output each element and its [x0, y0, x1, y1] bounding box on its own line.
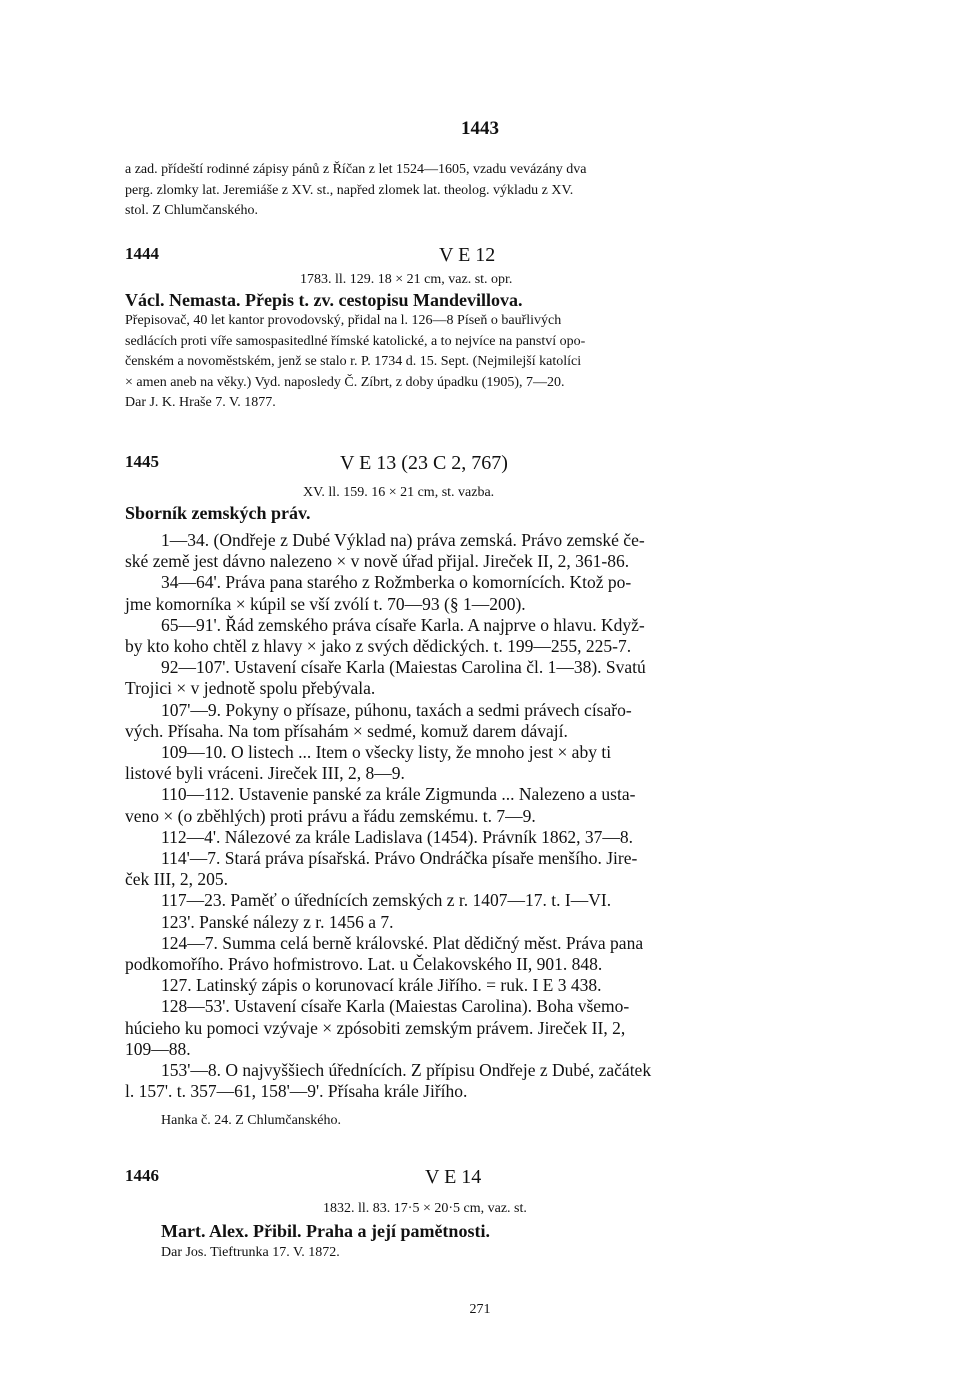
- text-line: 124—7. Summa celá berně královské. Plat dědičný měst. Práva pana: [161, 932, 644, 953]
- text-line: × amen aneb na věky.) Vyd. naposledy Č. Zíbrt, z doby úpadku (1905), 7—20.: [125, 374, 565, 390]
- text-line: 153'—8. O najvyššiech úřednících. Z přípisu Ondřeje z Dubé, začátek: [161, 1060, 652, 1081]
- text-line: ské země jest dávno nalezeno × v nově úřad přijal. Jireček II, 2, 361-86.: [125, 551, 630, 572]
- text-line: a zad. přídeští rodinné zápisy pánů z Říčan z let 1524—1605, vzadu vevázány dva: [125, 162, 587, 177]
- text-line: 65—91'. Řád zemského práva císaře Karla. A najprve o hlavu. Když-: [161, 614, 645, 635]
- entry-1444: [125, 244, 837, 414]
- text-line: 117—23. Paměť o úřednících zemských z r. 1407—17. t. I—VI.: [161, 890, 612, 911]
- text-line: 110—112. Ustavenie panské za krále Zigmunda ... Nalezeno a usta-: [161, 784, 636, 805]
- entry-number: 1445: [125, 452, 159, 471]
- text-line: stol. Z Chlumčanského.: [125, 203, 258, 218]
- entry-1446: [125, 1166, 837, 1262]
- entry-title: Václ. Nemasta. Přepis t. zv. cestopisu Mandevillova.: [125, 290, 523, 310]
- text-line: ček III, 2, 205.: [125, 869, 229, 890]
- entry-notes: [125, 311, 837, 414]
- text-line: l. 157'. t. 357—61, 158'—9'. Přísaha krále Jiřího.: [125, 1081, 468, 1102]
- entry-heading: [125, 244, 837, 268]
- entry-title: Mart. Alex. Přibil. Praha a její pamětnosti.: [161, 1221, 490, 1241]
- physical-description: 1832. ll. 83. 17·5 × 20·5 cm, vaz. st.: [323, 1201, 527, 1216]
- text-line: 112—4'. Nálezové za krále Ladislava (1454). Právník 1862, 37—8.: [161, 826, 633, 847]
- text-line: 127. Latinský zápis o korunovací krále Jiřího. = ruk. I E 3 438.: [161, 975, 602, 996]
- entry-number: 1444: [125, 244, 159, 263]
- text-line: vých. Přísaha. Na tom přísahám × sedmé, komuž darem dávají.: [125, 720, 568, 741]
- text-line: Trojici × v jednotě spolu přebývala.: [125, 678, 376, 699]
- provenance-note: Hanka č. 24. Z Chlumčanského.: [161, 1113, 342, 1129]
- shelf-signature: V E 14: [425, 1166, 482, 1188]
- page-header: 1443: [461, 118, 499, 139]
- entry-number: 1446: [125, 1166, 159, 1185]
- text-line: Přepisovač, 40 let kantor provodovský, přidal na l. 126—8 Píseň o bauřlivých: [125, 313, 562, 328]
- shelf-signature: V E 12: [439, 244, 496, 266]
- entry-heading: [125, 452, 837, 476]
- text-line: Dar J. K. Hraše 7. V. 1877.: [125, 395, 276, 410]
- text-line: perg. zlomky lat. Jeremiáše z XV. st., napřed zlomek lat. theolog. výkladu z XV.: [125, 182, 574, 198]
- entry-heading: [125, 1166, 837, 1190]
- physical-description: XV. ll. 159. 16 × 21 cm, st. vazba.: [303, 485, 495, 500]
- text-line: 128—53'. Ustavení císaře Karla (Maiestas Carolina). Boha všemo-: [161, 996, 630, 1017]
- text-line: húcieho ku pomoci vzývaje × zpósobiti zemským právem. Jireček II, 2,: [125, 1017, 626, 1038]
- entry-contents: [125, 530, 837, 1102]
- text-line: sedlácích proti víře samospasitedlné římské katolické, a to nejvíce na panství opo-: [125, 333, 586, 349]
- text-line: listové byli vráceni. Jireček III, 2, 8—9.: [125, 763, 405, 784]
- text-line: 109—88.: [125, 1038, 191, 1059]
- text-line: 114'—7. Stará práva písařská. Právo Ondráčka písaře menšího. Jire-: [161, 848, 638, 869]
- text-line: 34—64'. Práva pana starého z Rožmberka o komornících. Ktož po-: [161, 572, 632, 593]
- text-line: čenském a novoměstském, jenž se stalo r. P. 1734 d. 15. Sept. (Nejmilejší katolíci: [125, 354, 582, 369]
- physical-description: 1783. ll. 129. 18 × 21 cm, vaz. st. opr.: [300, 272, 513, 287]
- shelf-signature: V E 13 (23 C 2, 767): [340, 452, 508, 474]
- text-line: 107'—9. Pokyny o přísaze, púhonu, taxách a sedmi právech císařo-: [161, 699, 632, 720]
- text-line: podkomořího. Právo hofmistrovo. Lat. u Čelakovského II, 901. 848.: [125, 954, 603, 975]
- text-line: 92—107'. Ustavení císaře Karla (Maiestas Carolina čl. 1—38). Svatú: [161, 657, 646, 678]
- text-line: veno × (o zběhlých) proti právu a řádu zemskému. t. 7—9.: [125, 805, 536, 826]
- text-line: by kto koho chtěl z hlavy × jako z svých dědických. t. 199—255, 225-7.: [125, 636, 632, 657]
- text-line: 109—10. O listech ... Item o všecky listy, že mnoho jest × aby ti: [161, 742, 612, 763]
- text-line: 123'. Panské nálezy z r. 1456 a 7.: [161, 911, 394, 932]
- text-line: 1—34. (Ondřeje z Dubé Výklad na) práva zemská. Právo zemské če-: [161, 530, 645, 550]
- entry-1443-continuation: [125, 160, 837, 222]
- page-number: 271: [469, 1302, 491, 1317]
- entry-title: Sborník zemských práv.: [125, 503, 311, 523]
- text-line: jme komorníka × kúpil se vší zvólí t. 70—93 (§ 1—200).: [125, 593, 526, 614]
- entry-1445: [125, 452, 837, 1130]
- provenance-note: Dar Jos. Tieftrunka 17. V. 1872.: [161, 1245, 340, 1260]
